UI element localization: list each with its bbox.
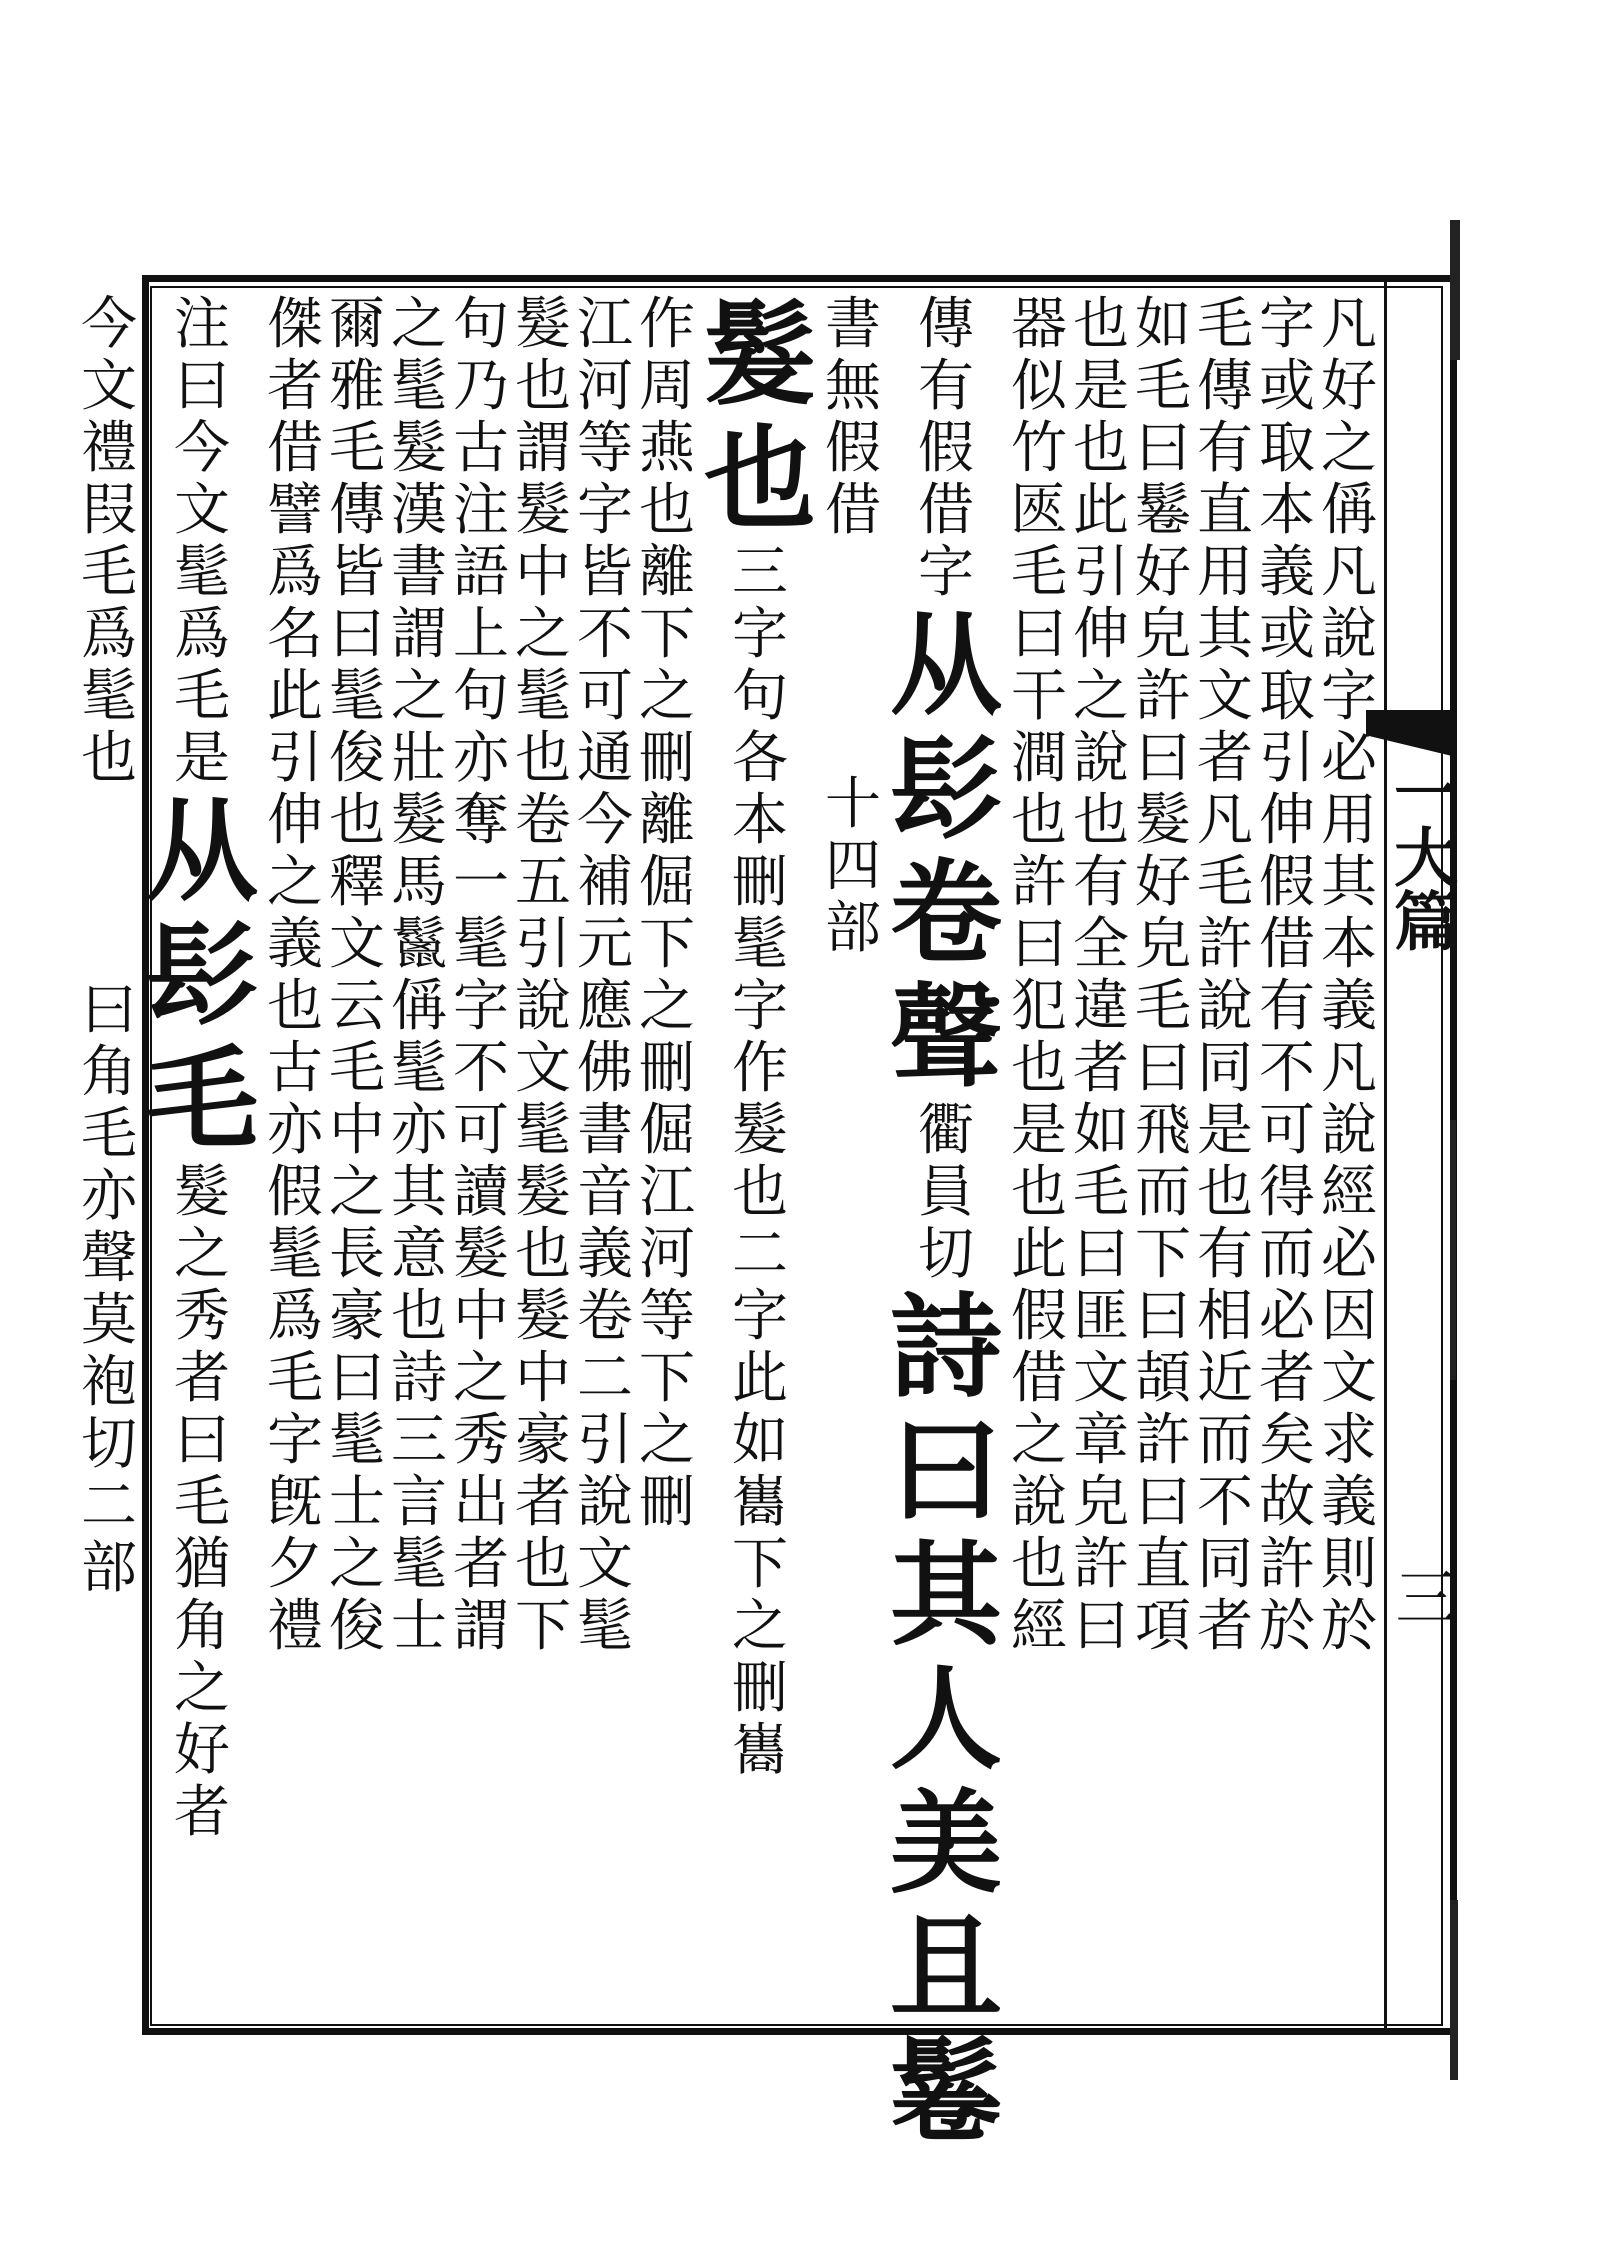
main-text-segment: 髮 也 <box>704 290 816 545</box>
commentary-segment: 爾 雅 毛 傳 皆 曰 髦 俊 也 釋 文 云 毛 中 之 長 豪 曰 髦 士 之 俊 <box>329 292 385 1659</box>
text-column <box>388 290 450 2022</box>
commentary-segment: 也 是 也 此 引 伸 之 說 也 有 全 違 者 如 毛 曰 匪 文 章 皃 許 曰 <box>1073 292 1129 1659</box>
margin-page-number: 三 <box>1385 1565 1458 1627</box>
text-column <box>822 290 884 2022</box>
text-column <box>1194 290 1256 2022</box>
commentary-segment: 衢 員 切 <box>918 1098 974 1287</box>
main-text-segment: 从 髟 卷 聲 <box>890 600 1002 1103</box>
text-column <box>264 290 326 2022</box>
text-column <box>1318 290 1380 2022</box>
commentary-segment: 凡 好 之 偁 凡 說 字 必 用 其 本 義 凡 說 經 必 因 文 求 義 則 於 <box>1321 292 1377 1659</box>
text-column <box>884 290 1008 2157</box>
text-column <box>1256 290 1318 2022</box>
text-column <box>574 290 636 2022</box>
text-column <box>512 290 574 2022</box>
commentary-segment: 之 髦 髮 漢 書 謂 之 壯 髮 馬 鬣 偁 髦 亦 其 意 也 詩 三 言 髦 士 <box>391 292 447 1659</box>
text-column <box>326 290 388 2022</box>
text-column <box>1132 290 1194 2022</box>
commentary-segment: 字 或 取 本 義 或 取 引 伸 假 借 有 不 可 得 而 必 者 矣 故 許 於 <box>1259 292 1315 1659</box>
text-columns <box>81 290 1380 2157</box>
page-margin-strip <box>1383 282 1458 2030</box>
text-column <box>698 290 822 2022</box>
margin-chapter-title: 一大篇 <box>1383 760 1458 952</box>
commentary-segment: 三 字 句 各 本 刪 髦 字 作 髮 也 二 字 此 如 巂 下 之 刪 巂 <box>732 540 788 1783</box>
page-edge-mark <box>1450 1120 1456 1380</box>
commentary-segment: 作 周 燕 也 離 下 之 刪 離 倔 下 之 刪 倔 江 河 等 下 之 刪 <box>639 292 695 1535</box>
commentary-segment: 句 乃 古 注 語 上 句 亦 奪 一 髦 字 不 可 讀 髮 中 之 秀 出 者 謂 <box>453 292 509 1659</box>
page-edge-mark <box>1450 220 1460 360</box>
commentary-segment: 江 河 等 字 皆 不 可 通 今 補 元 應 佛 書 音 義 卷 二 引 說 文 髦 <box>577 292 633 1659</box>
text-column <box>78 290 140 2022</box>
commentary-segment: 髮 也 謂 髮 中 之 髦 也 卷 五 引 說 文 髦 髮 也 髮 中 豪 者 也 下 <box>515 292 571 1659</box>
main-text-segment: 从 髟 毛 <box>146 786 258 1165</box>
commentary-segment: 今 文 禮 叚 毛 爲 髦 也 <box>81 292 137 791</box>
commentary-segment: 器 似 竹 匧 毛 曰 干 澗 也 許 曰 犯 也 是 也 此 假 借 之 說 也 經 <box>1011 292 1067 1659</box>
commentary-segment: 傳 有 假 借 字 <box>918 292 974 605</box>
commentary-segment: 如 毛 曰 鬈 好 皃 許 曰 髮 好 皃 毛 曰 飛 而 下 曰 頡 許 曰 直 項 <box>1135 292 1191 1659</box>
commentary-segment: 毛 傳 有 直 用 其 文 者 凡 毛 許 說 同 是 也 有 相 近 而 不 同 者 <box>1197 292 1253 1659</box>
main-text-segment: 詩 曰 其 人 美 且 鬈 <box>890 1282 1002 2157</box>
text-column <box>636 290 698 2022</box>
page-edge-mark <box>1450 1900 1458 2080</box>
commentary-segment: 書 無 假 借 <box>825 292 881 543</box>
commentary-segment: 注 曰 今 文 髦 爲 毛 是 <box>174 292 230 791</box>
text-column <box>1008 290 1070 2022</box>
text-column <box>140 290 264 2022</box>
commentary-segment: 曰 角 毛 亦 聲 莫 袍 切 二 部 <box>81 978 137 1601</box>
commentary-segment: 髮 之 秀 者 曰 毛 猶 角 之 好 者 <box>174 1160 230 1845</box>
commentary-segment: 十 四 部 <box>825 772 881 961</box>
commentary-segment: 傑 者 借 譬 爲 名 此 引 伸 之 義 也 古 亦 假 髦 爲 毛 字 旣 夕 禮 <box>267 292 323 1659</box>
text-column <box>450 290 512 2022</box>
text-column <box>1070 290 1132 2022</box>
